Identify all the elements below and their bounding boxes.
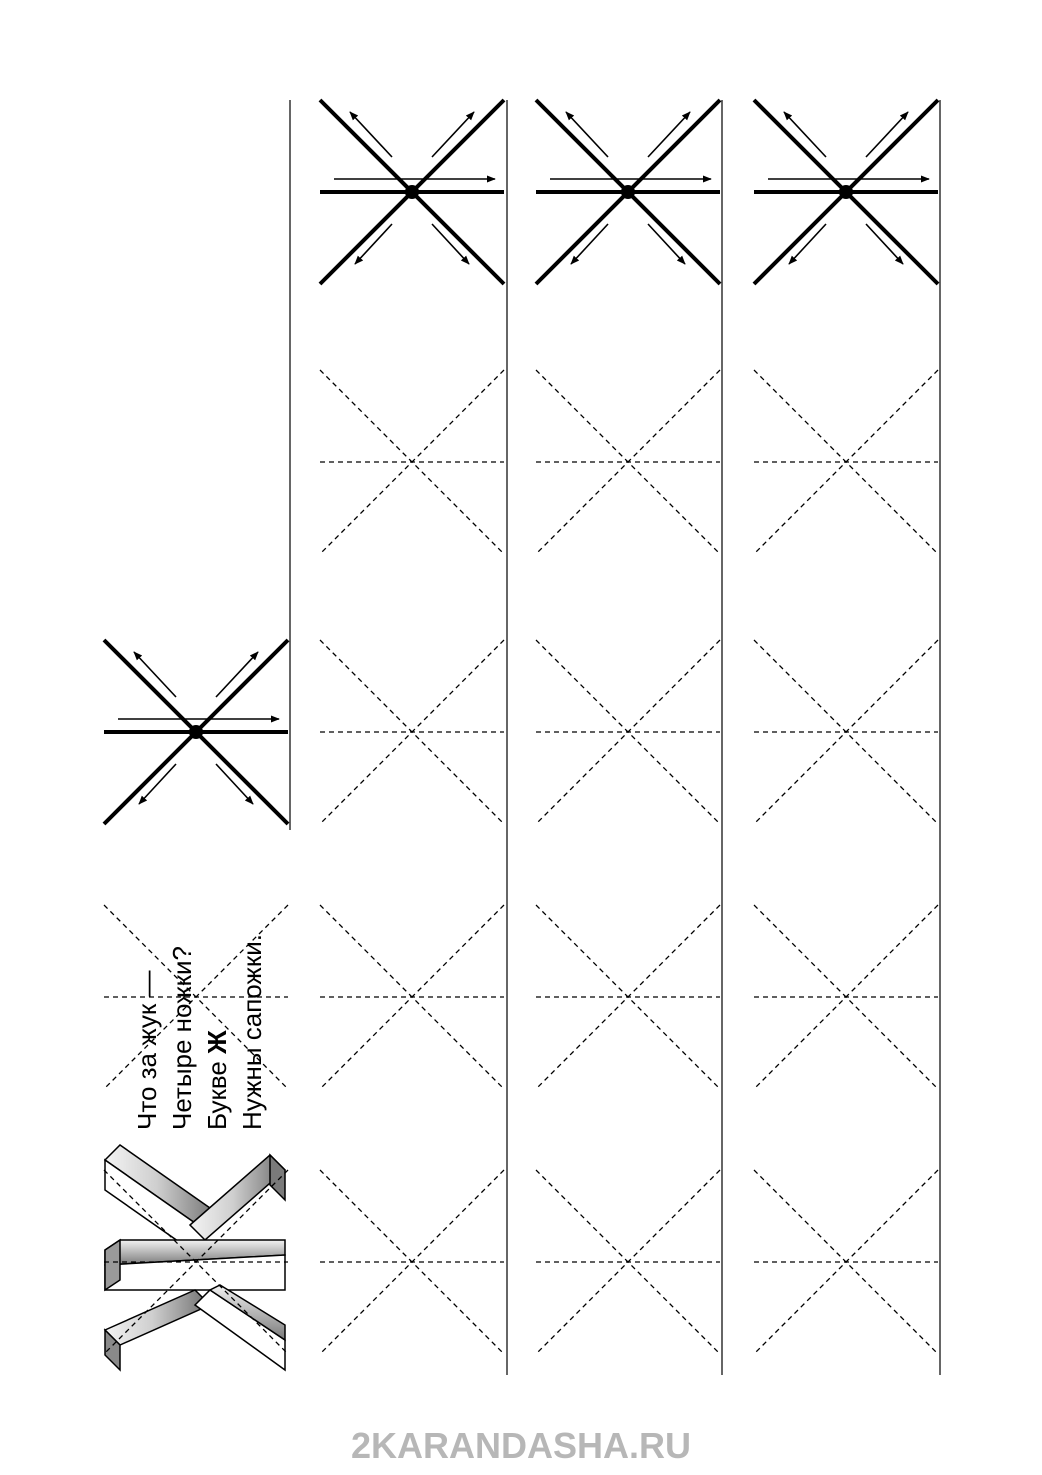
- dashed-cross-outline-icon: [754, 370, 938, 554]
- poem-line-2: Четыре ножки?: [167, 946, 197, 1130]
- poem-line-3: [200, 934, 235, 1130]
- dashed-cross-outline-icon: [536, 905, 720, 1089]
- poem-line-3-prefix: Букве: [202, 1053, 232, 1130]
- guide-center-dot: [189, 725, 203, 739]
- dashed-cross-outline-icon: [754, 640, 938, 824]
- stroke-direction-arrows-icon: [536, 100, 720, 284]
- dashed-cross-outline-icon: [754, 1170, 938, 1354]
- poem-line-1: Что за жук —: [132, 970, 162, 1130]
- column-rules: [290, 100, 940, 1375]
- stroke-direction-arrows-icon: [320, 100, 504, 284]
- letter-zhe-3d-icon: [105, 1145, 285, 1370]
- guide-center-dot: [621, 185, 635, 199]
- stroke-direction-arrows-icon: [104, 640, 288, 824]
- dashed-cross-outline-icon: [320, 1170, 504, 1354]
- dashed-cross-outline-icon: [536, 640, 720, 824]
- dashed-cross-outline-icon: [754, 905, 938, 1089]
- guide-center-dot: [405, 185, 419, 199]
- dashed-cross-outline-icon: [320, 640, 504, 824]
- dashed-cross-outline-icon: [320, 370, 504, 554]
- dashed-cross-outline-icon: [536, 1170, 720, 1354]
- poem-bold-letter: Ж: [202, 1030, 232, 1054]
- stroke-direction-arrows-icon: [754, 100, 938, 284]
- watermark: 2KARANDASHA.RU: [350, 1425, 691, 1466]
- practice-grid: [104, 100, 938, 1354]
- guide-center-dot: [839, 185, 853, 199]
- dashed-cross-outline-icon: [320, 905, 504, 1089]
- dashed-cross-outline-icon: [536, 370, 720, 554]
- poem: [130, 934, 270, 1130]
- poem-line-4: Нужны сапожки.: [237, 934, 267, 1130]
